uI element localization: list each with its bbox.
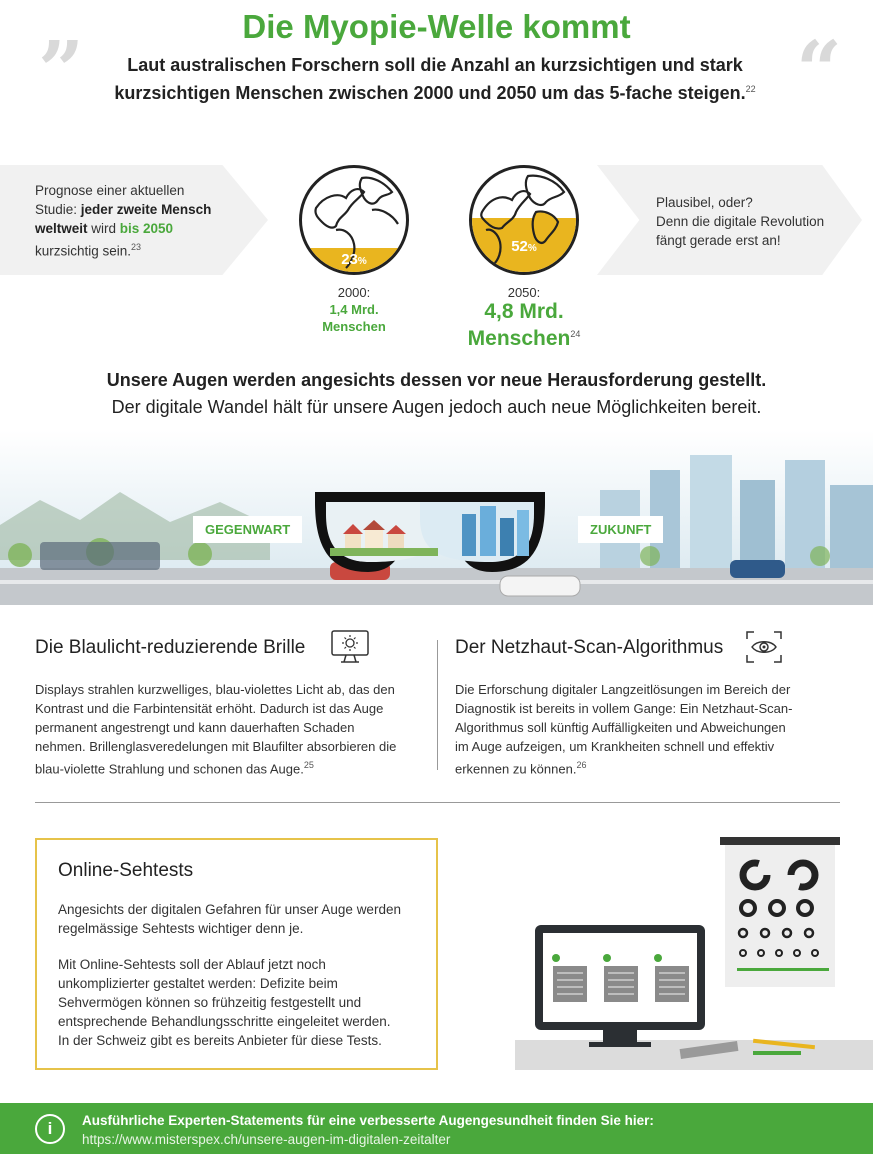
statement-normal: Der digitale Wandel hält für unsere Augen jedoch auch neue Möglichkeiten bereit. <box>111 397 762 417</box>
column-text-retina-scan: Die Erforschung digitaler Langzeitlösungen im Bereich der Diagnostik ist bereits in vollem Gange: Ein Netzhaut-Scan- Algorithmus soll künftig Auffälligkeiten und Abweichungen im Auge aufzeigen, um Krankheiten schnell und effektiv erkennen zu können.$^{26}$ <box>455 682 793 777</box>
info-icon: i <box>35 1114 65 1144</box>
online-tests-para1: Angesichts der digitalen Gefahren für unser Auge werden regelmässige Sehtests wichtiger denn je. <box>58 902 401 936</box>
globe-2000 <box>299 165 409 275</box>
percent-label: 23% <box>341 251 367 268</box>
statement-bold: Unsere Augen werden angesichts dessen vor neue Herausforderung gestellt. <box>106 370 767 390</box>
footer-headline: Ausführliche Experten-Statements für eine verbesserte Augengesundheit finden Sie hier: <box>82 1113 654 1128</box>
column-title-blue-light: Die Blaulicht-reduzierende Brille <box>35 637 306 658</box>
globe-2000-label: 2000: 1,4 Mrd. Menschen <box>322 285 386 334</box>
scene-illustration <box>0 430 873 605</box>
online-tests-title: Online-Sehtests <box>58 860 194 881</box>
globe-2050 <box>469 165 579 275</box>
tag-gegenwart: GEGENWART <box>193 516 302 543</box>
quote-left-icon: ” <box>38 23 85 117</box>
monitor-light-icon <box>331 630 369 664</box>
column-divider <box>437 640 438 770</box>
eye-test-illustration <box>515 835 873 1075</box>
prognosis-text: Prognose einer aktuellen Studie: jeder zweite Mensch weltweit wird bis 2050 kurzsichtig sein.$^{23}$ <box>35 183 212 259</box>
city-glasses-scene <box>0 430 873 605</box>
page-title: Die Myopie-Welle kommt <box>242 8 631 45</box>
subtitle: Laut australischen Forschern soll die Anzahl an kurzsichtigen und stark kurzsichtigen Menschen zwischen 2000 und 2050 um das 5-fache steigen.$^{22}$ <box>114 55 756 103</box>
footer-link[interactable]: https://www.misterspex.ch/unsere-augen-im-digitalen-zeitalter <box>82 1132 451 1147</box>
section-divider <box>35 802 840 803</box>
tag-zukunft: ZUKUNFT <box>578 516 663 543</box>
globe-2050-label: 2050: 4,8 Mrd. Menschen$^{24}$ <box>467 285 581 350</box>
quote-right-icon: “ <box>796 23 843 117</box>
plausible-text: Plausibel, oder? Denn die digitale Revolution fängt gerade erst an! <box>656 195 825 248</box>
column-title-retina-scan: Der Netzhaut-Scan-Algorithmus <box>455 637 724 658</box>
eye-scan-icon <box>745 630 783 664</box>
percent-label: 52% <box>511 238 537 255</box>
column-text-blue-light: Displays strahlen kurzwelliges, blau-violettes Licht ab, das den Kontrast und die Farbintensität erhöht. Dadurch ist das Auge permanent angestrengt und kann dauerhaften Schaden nehmen. Brillenglasveredelungen mit Blaufilter absorbieren die blau-violette Strahlung und schonen das Auge.$^{25}$ <box>35 682 397 777</box>
reference-22: 22 <box>745 84 756 94</box>
continents-icon <box>472 168 576 272</box>
online-tests-para2: Mit Online-Sehtests soll der Ablauf jetzt noch unkomplizierter gestaltet werden: Defizite beim Sehvermögen können so frühzeitig festgestellt und entsprechende Behandlungsschritte eingeleitet werden. In der Schweiz gibt es bereits Anbieter für diese Tests. <box>58 957 391 1048</box>
